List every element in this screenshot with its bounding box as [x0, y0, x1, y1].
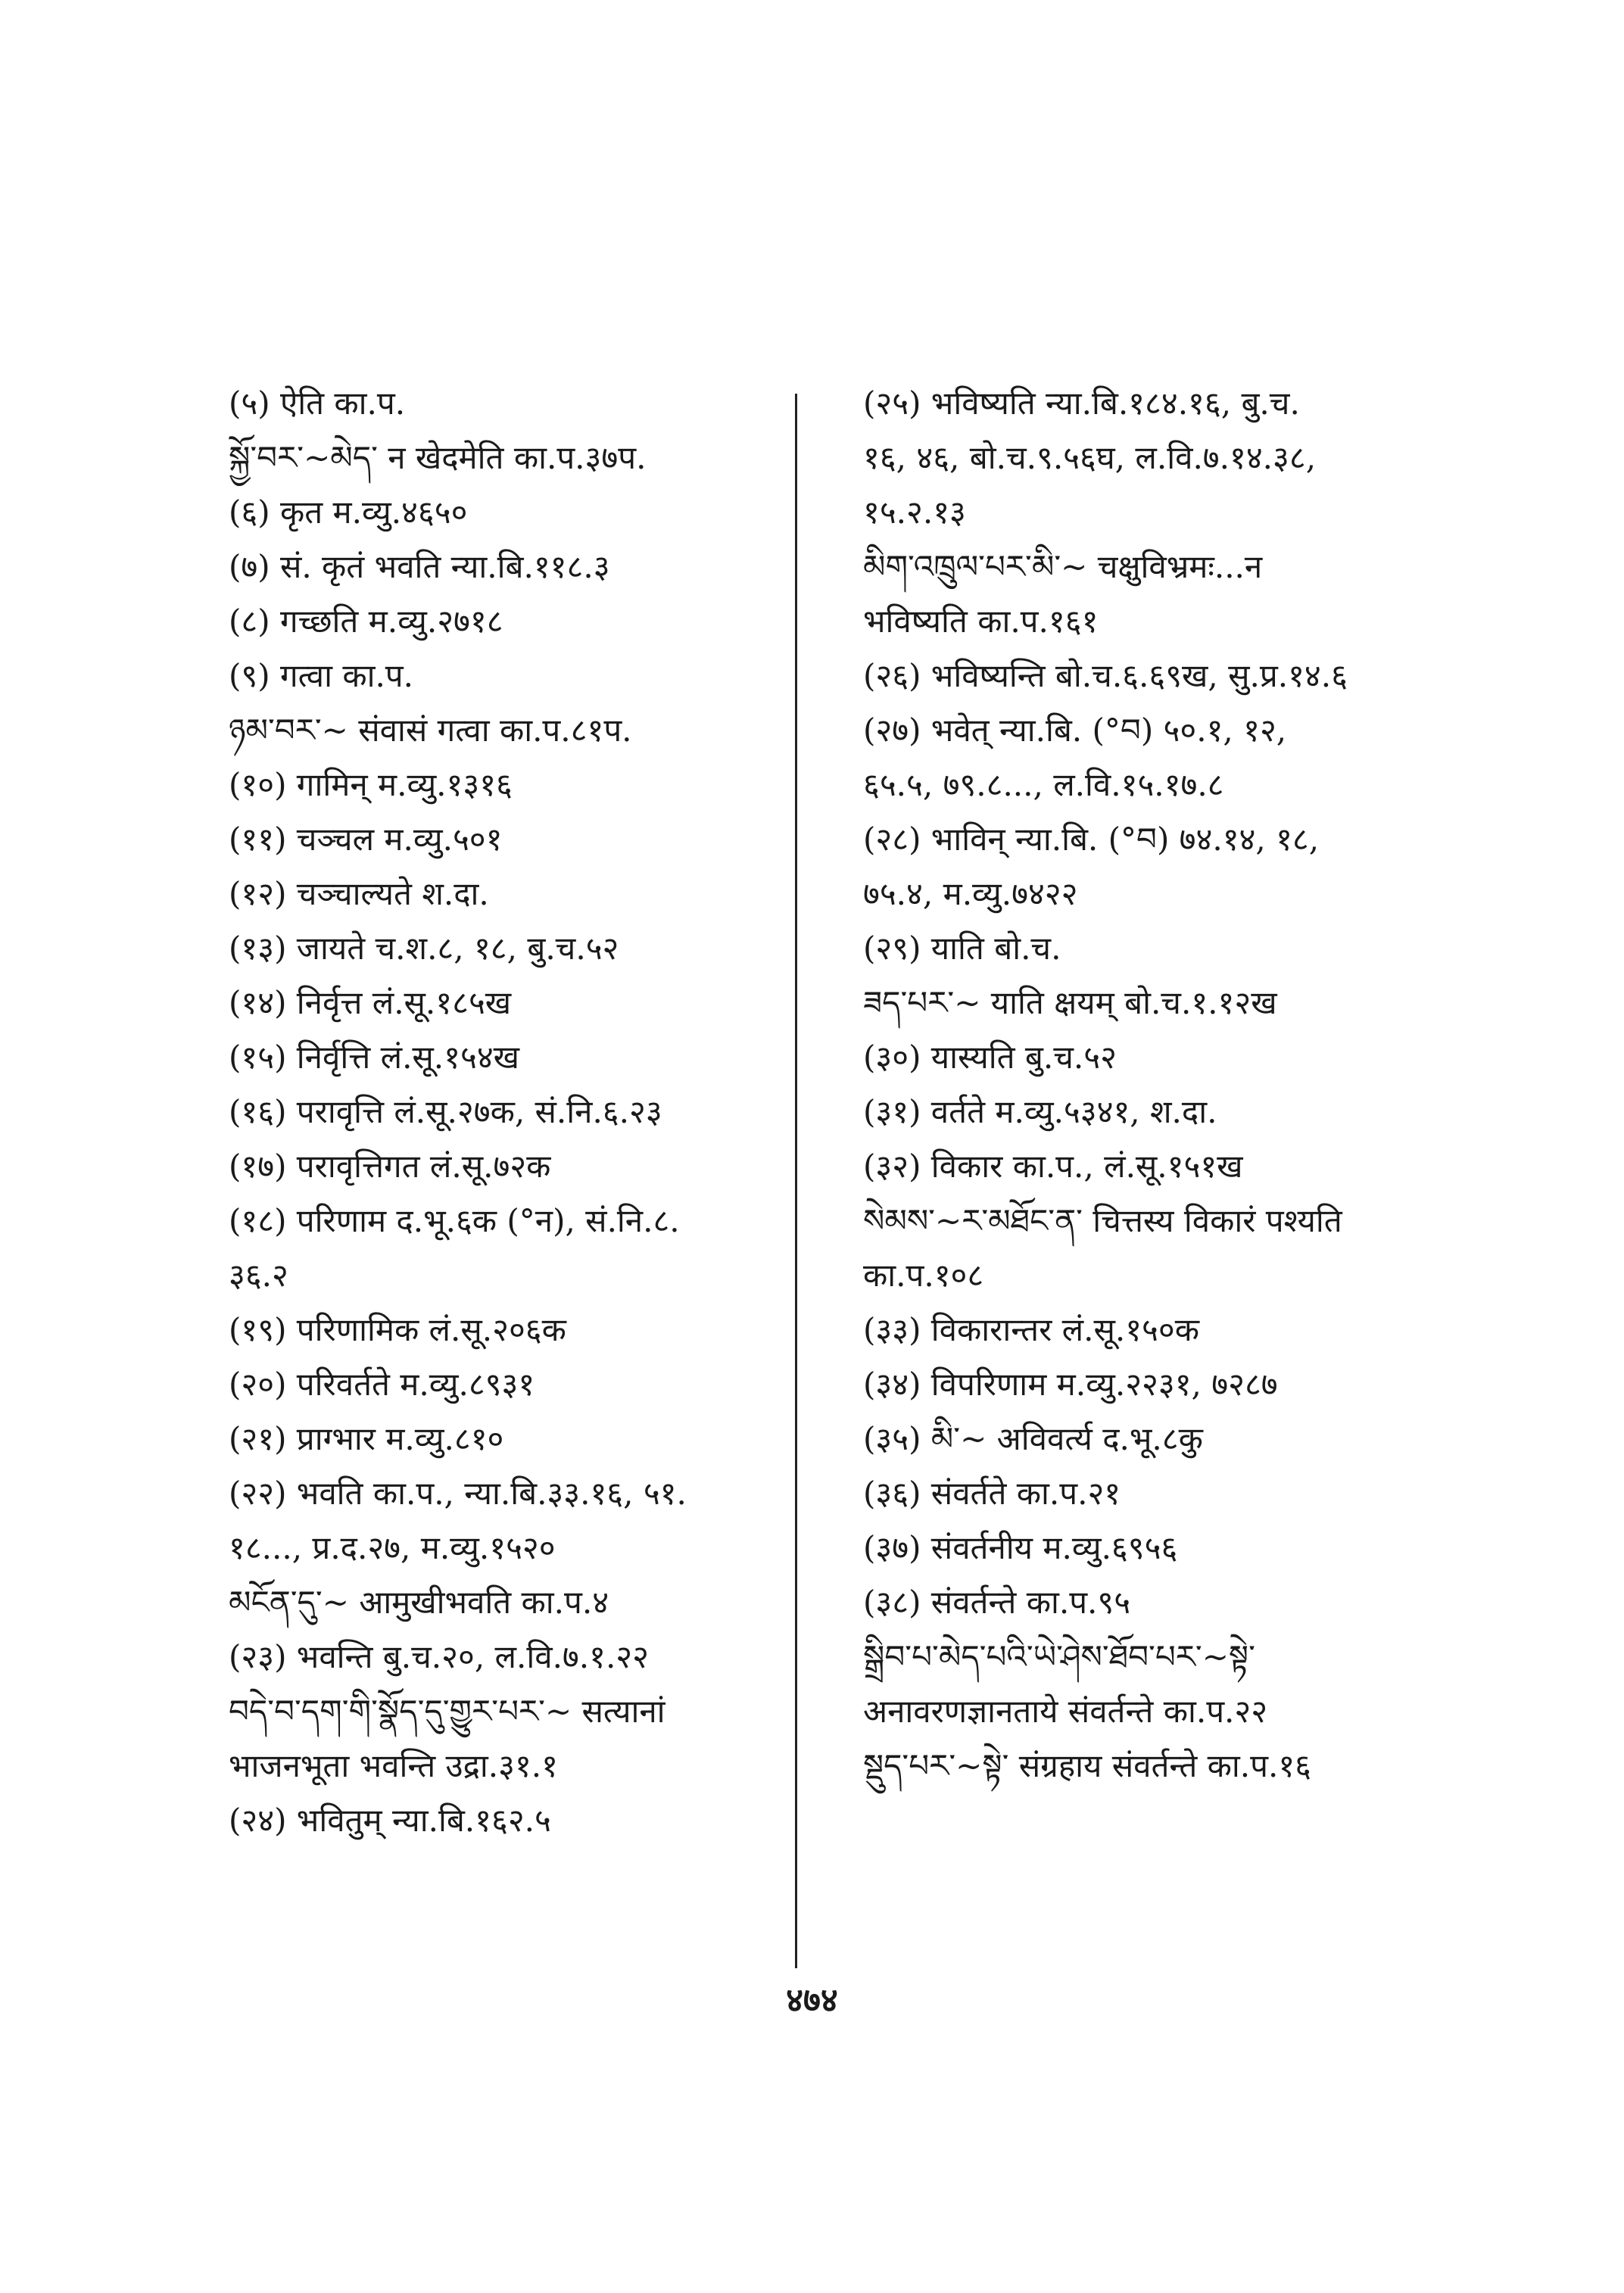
dictionary-entry: (२८) भाविन् न्या.बि. (°བ) ७४.१४, १८, — [863, 821, 1320, 858]
dictionary-entry: (१४) निर्वृत्त लं.सू.१८५ख — [229, 984, 512, 1021]
column-divider — [795, 394, 797, 1968]
dictionary-entry: (१३) जायते च.श.८, १८, बु.च.५२ — [229, 930, 619, 967]
dictionary-entry: སྐྱོ་བར་~མེད་ न खेदमेति का.प.३७प. — [229, 439, 647, 476]
dictionary-entry: (१९) परिणामिक लं.सू.२०६क — [229, 1311, 566, 1348]
dictionary-entry: སྡུད་པར་~སྟེ་ संग्रहाय संवर्तन्ते का.प.१६ — [863, 1747, 1312, 1784]
dictionary-entry: का.प.१०८ — [863, 1257, 984, 1294]
dictionary-entry: (२२) भवति का.प., न्या.बि.३३.१६, ५१. — [229, 1475, 687, 1512]
dictionary-entry: भाजनभूता भवन्ति उद्रा.३१.१ — [229, 1747, 558, 1784]
dictionary-entry: མངོན་དུ་~ आमुखीभवति का.प.४ — [229, 1584, 609, 1621]
dictionary-entry: १६, ४६, बो.च.९.५६घ, ल.वि.७.१४.३८, — [863, 439, 1317, 476]
dictionary-entry: (२०) परिवर्तते म.व्यु.८९३१ — [229, 1366, 535, 1403]
dictionary-entry: མིག་འཁྲུལ་པར་མི་~ चक्षुविभ्रमः...न — [863, 548, 1263, 585]
dictionary-entry: (१६) परावृत्ति लं.सू.२७क, सं.नि.६.२३ — [229, 1093, 662, 1130]
dictionary-entry: (२९) याति बो.च. — [863, 930, 1061, 967]
dictionary-entry: ३६.२ — [229, 1257, 288, 1294]
dictionary-entry: ཟད་པར་~ याति क्षयम् बो.च.१.१२ख — [863, 984, 1277, 1021]
dictionary-entry: (१२) चञ्चाल्यते श.दा. — [229, 875, 489, 912]
dictionary-entry: (३६) संवर्तते का.प.२१ — [863, 1475, 1121, 1512]
dictionary-entry: (१०) गामिन् म.व्यु.१३१६ — [229, 766, 513, 803]
dictionary-entry: अनावरणज्ञानताये संवर्तन्ते का.प.२२ — [863, 1693, 1268, 1730]
left-column — [229, 376, 781, 1848]
dictionary-entry: (२३) भवन्ति बु.च.२०, ल.वि.७.१.२२ — [229, 1638, 649, 1675]
dictionary-entry: भविष्यति का.प.१६१ — [863, 603, 1099, 640]
dictionary-entry: (२१) प्राग्भार म.व्यु.८१० — [229, 1420, 504, 1457]
dictionary-entry: (६) कृत म.व्यु.४६५० — [229, 494, 468, 531]
page-number: ४७४ — [786, 1981, 838, 2020]
dictionary-entry: (९) गत्वा का.प. — [229, 657, 414, 694]
dictionary-entry: (२४) भवितुम् न्या.बि.१६२.५ — [229, 1802, 551, 1839]
dictionary-entry: (१८) परिणाम द.भू.६क (°न), सं.नि.८. — [229, 1202, 680, 1239]
dictionary-entry: བདེ་བ་དག་གི་སྣོད་དུ་གྱུར་པར་~ सत्यानां — [229, 1693, 665, 1730]
dictionary-entry: १५.२.१३ — [863, 494, 966, 531]
dictionary-entry: ६५.५, ७९.८..., ल.वि.१५.१७.८ — [863, 766, 1224, 803]
dictionary-entry: (३५) མི་~ अविवर्त्य द.भू.८कु — [863, 1420, 1203, 1457]
dictionary-entry: (१७) परावृत्तिगत लं.सू.७२क — [229, 1148, 551, 1185]
dictionary-entry: (२६) भविष्यन्ति बो.च.६.६९ख, सु.प्र.१४.६ — [863, 657, 1348, 694]
dictionary-entry: (२७) भवेत् न्या.बि. (°བ) ५०.१, १२, — [863, 712, 1287, 749]
dictionary-entry: (२५) भविष्यति न्या.बि.१८४.१६, बु.च. — [863, 385, 1300, 422]
dictionary-entry: (५) ऐति का.प. — [229, 385, 406, 422]
dictionary-entry: (३४) विपरिणाम म.व्यु.२२३१, ७२८७ — [863, 1366, 1278, 1403]
dictionary-entry: (८) गच्छति म.व्यु.२७१८ — [229, 603, 503, 640]
dictionary-entry: (३८) संवर्तन्ते का.प.९५ — [863, 1584, 1131, 1621]
dictionary-entry: (३१) वर्तते म.व्यु.५३४१, श.दा. — [863, 1093, 1217, 1130]
dictionary-entry: སྒྲིབ་པ་མེད་པའི་ཡེ་ཤེས་ཐོབ་པར་~སྟེ་ — [863, 1638, 1255, 1675]
right-column — [863, 376, 1439, 1793]
dictionary-entry: (११) चञ्चल म.व्यु.५०१ — [229, 821, 503, 858]
dictionary-entry: སེམས་~ར་མཐོང་ན་ चित्तस्य विकारं पश्यति — [863, 1202, 1342, 1239]
dictionary-entry: (३२) विकार का.प., लं.सू.१५१ख — [863, 1148, 1243, 1185]
dictionary-entry: ७५.४, म.व्यु.७४२२ — [863, 875, 1078, 912]
dictionary-entry: (१५) निर्वृत्ति लं.सू.१५४ख — [229, 1039, 520, 1076]
dictionary-entry: १८..., प्र.द.२७, म.व्यु.१५२० — [229, 1529, 556, 1566]
dictionary-entry: (३३) विकारान्तर लं.सू.१५०क — [863, 1311, 1199, 1348]
dictionary-entry: (७) सं. कृतं भवति न्या.बि.११८.३ — [229, 548, 610, 585]
dictionary-entry: ཉམ་བར་~ संवासं गत्वा का.प.८१प. — [229, 712, 632, 749]
dictionary-entry: (३७) संवर्तनीय म.व्यु.६९५६ — [863, 1529, 1178, 1566]
dictionary-entry: (३०) यास्यति बु.च.५२ — [863, 1039, 1117, 1076]
